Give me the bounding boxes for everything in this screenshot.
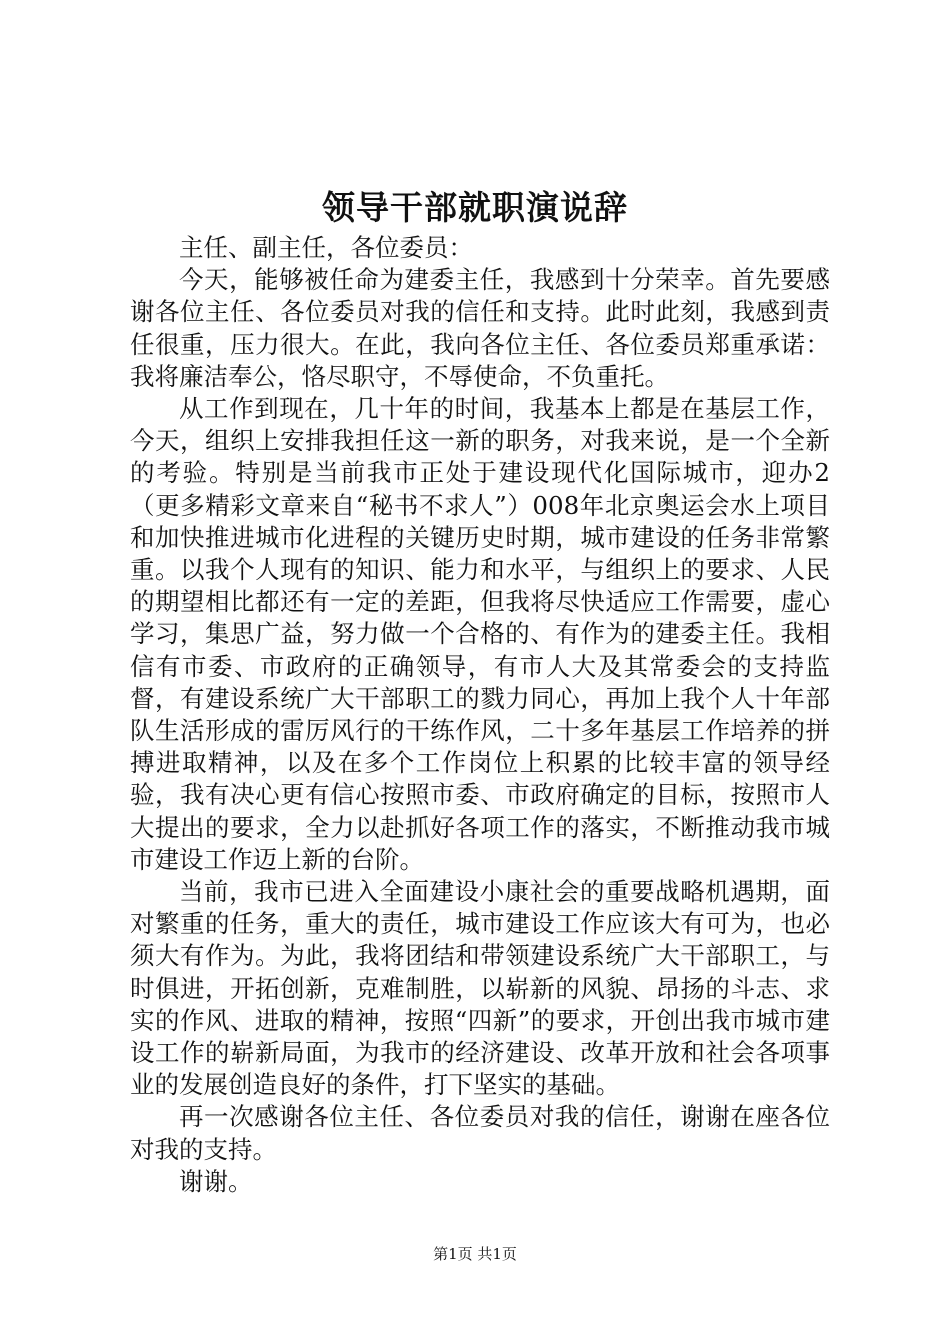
paragraph-thanks: 再一次感谢各位主任、各位委员对我的信任，谢谢在座各位对我的支持。 [130, 1102, 830, 1164]
paragraph-experience: 从工作到现在，几十年的时间，我基本上都是在基层工作，今天，组织上安排我担任这一新的职务，对我来说，是一个全新的考验。特别是当前我市正处于建设现代化国际城市，迎办2（更多精彩文章来自“秘书不求人”）008年北京奥运会水上项目和加快推进城市化进程的关键历史时期，城市建设的任务非常繁重。以我个人现有的知识、能力和水平，与组织上的要求、人民的期望相比都还有一定的差距，但我将尽快适应工作需要，虚心学习，集思广益，努力做一个合格的、有作为的建委主任。我相信有市委、市政府的正确领导，有市人大及其常委会的支持监督，有建设系统广大干部职工的戮力同心，再加上我个人十年部队生活形成的雷厉风行的干练作风，二十多年基层工作培养的拼搏进取精神，以及在多个工作岗位上积累的比较丰富的领导经验，我有决心更有信心按照市委、市政府确定的目标，按照市人大提出的要求，全力以赴抓好各项工作的落实，不断推动我市城市建设工作迈上新的台阶。 [130, 394, 830, 874]
page-footer: 第1页 共1页 [433, 1245, 517, 1263]
document-body [130, 232, 830, 1198]
paragraph-opening: 今天，能够被任命为建委主任，我感到十分荣幸。首先要感谢各位主任、各位委员对我的信任和支持。此时此刻，我感到责任很重，压力很大。在此，我向各位主任、各位委员郑重承诺：我将廉洁奉公，恪尽职守，不辱使命，不负重托。 [130, 265, 830, 391]
salutation: 主任、副主任，各位委员： [179, 233, 473, 262]
closing: 谢谢。 [179, 1166, 253, 1196]
paragraph-commitment: 当前，我市已进入全面建设小康社会的重要战略机遇期，面对繁重的任务，重大的责任，城市建设工作应该大有可为，也必须大有作为。为此，我将团结和带领建设系统广大干部职工，与时俱进，开拓创新，克难制胜，以崭新的风貌、昂扬的斗志、求实的作风、进取的精神，按照“四新”的要求，开创出我市城市建设工作的崭新局面，为我市的经济建设、改革开放和社会各项事业的发展创造良好的条件，打下坚实的基础。 [130, 877, 830, 1100]
document-title: 领导干部就职演说辞 [322, 188, 628, 227]
